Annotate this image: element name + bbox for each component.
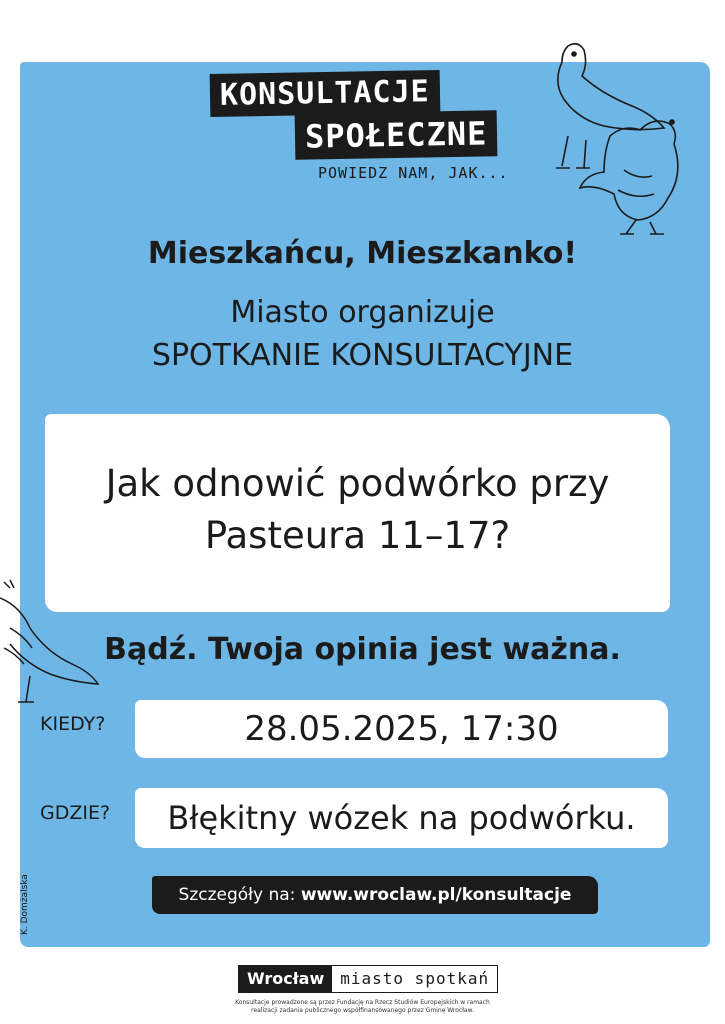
- details-banner: [152, 876, 598, 914]
- logo-line-2: SPOŁECZNE: [295, 110, 498, 160]
- consultation-logo: [210, 72, 540, 192]
- topic-line-1: Jak odnowić podwórko przy: [105, 462, 610, 505]
- footer-city-name: Wrocław: [239, 966, 332, 992]
- topic-line-2: Pasteura 11–17?: [204, 514, 511, 557]
- where-label: GDZIE?: [40, 802, 111, 824]
- greeting-heading: Mieszkańcu, Mieszkanko!: [147, 236, 578, 271]
- pigeons-illustration-icon: [540, 40, 700, 240]
- when-value: 28.05.2025, 17:30: [135, 700, 668, 758]
- where-value: Błękitny wózek na podwórku.: [135, 788, 668, 848]
- when-label: KIEDY?: [40, 713, 106, 735]
- details-link[interactable]: www.wroclaw.pl/konsultacje: [300, 885, 572, 905]
- footer-note-line-2: realizacji zadania publicznego współfinansowanego przez Gminę Wrocław.: [251, 1007, 474, 1014]
- logo-tagline: POWIEDZ NAM, JAK...: [318, 164, 509, 182]
- topic-box: [45, 414, 670, 612]
- footer-note-line-1: Konsultacje prowadzone są przez Fundację na Rzecz Studiów Europejskich w ramach: [235, 999, 490, 1006]
- intro-line-1: Miasto organizuje: [230, 295, 495, 330]
- motto-text: Bądź. Twoja opinia jest ważna.: [104, 632, 621, 667]
- logo-line-1: KONSULTACJE: [210, 70, 440, 117]
- illustrator-signature: K. Domżalska: [20, 874, 30, 935]
- details-prefix: Szczegóły na:: [178, 885, 301, 905]
- wroclaw-logo: [238, 965, 498, 993]
- intro-line-2: SPOTKANIE KONSULTACYJNE: [151, 338, 574, 373]
- footer-note: [0, 999, 725, 1015]
- footer-slogan: miasto spotkań: [340, 969, 490, 988]
